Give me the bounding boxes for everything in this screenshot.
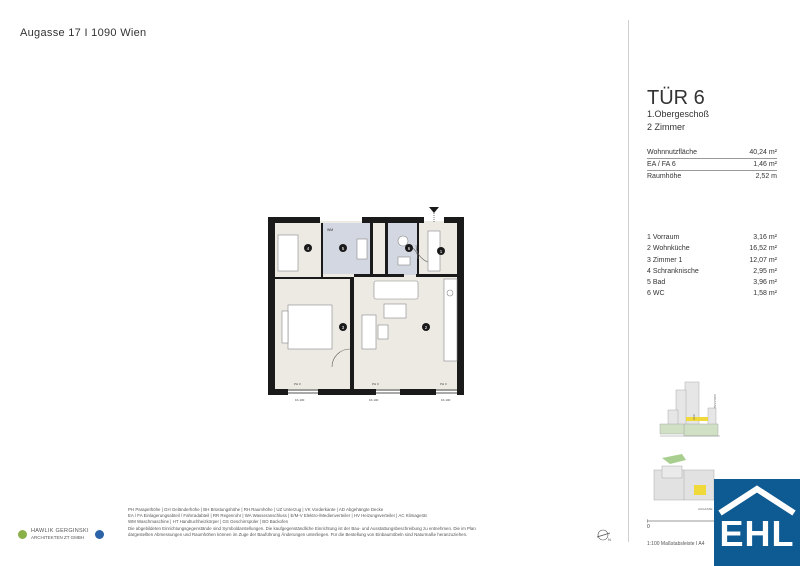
legend [128, 507, 578, 538]
architect-logo [18, 529, 104, 540]
stats-row-height [647, 171, 777, 182]
room-list [647, 232, 777, 300]
room-label: 2 Wohnküche [647, 245, 690, 253]
architect-mark-icon [18, 530, 27, 539]
room-area: 3,96 m² [753, 279, 777, 287]
svg-text:PH 0: PH 0 [294, 382, 301, 386]
bathtub [357, 239, 367, 259]
room-label: 4 Schranknische [647, 267, 699, 275]
architect-subtitle: ARCHITEKTEN ZT GMBH [31, 534, 85, 540]
svg-text:3: 3 [341, 325, 345, 330]
svg-text:2: 2 [424, 325, 428, 330]
toilet [398, 236, 408, 246]
room-label: 3 Zimmer 1 [647, 256, 683, 264]
room-label: 1 Vorraum [647, 234, 680, 241]
room-area: 1,58 m² [753, 290, 777, 298]
svg-text:PH 0: PH 0 [440, 382, 447, 386]
unit-rooms: 2 Zimmer [647, 122, 685, 132]
stats-value: 2,52 m [755, 173, 777, 180]
unit-floor: 1.Obergeschoß [647, 109, 710, 119]
section-view [660, 382, 720, 436]
sofa [374, 281, 418, 299]
stats-label: EA / FA 6 [647, 161, 676, 168]
room-area: 3,16 m² [753, 234, 777, 241]
svg-text:AUGASSE: AUGASSE [713, 394, 717, 409]
stats-row-area [647, 147, 777, 158]
legend-line: PH Parapethöhe | GH Geländerhöhe | BH Brüstungshöhe | RH Raumhöhe | UZ Unterzug | VK Vorderkante | AD Abgehängte Decke [128, 507, 384, 512]
room-area: 16,52 m² [749, 245, 777, 253]
room-row [647, 288, 777, 299]
svg-text:1: 1 [439, 249, 443, 254]
key-plan [640, 380, 720, 515]
room-area: 2,95 m² [753, 267, 777, 275]
site-plan [654, 454, 714, 500]
brand-name: EHL [719, 513, 795, 554]
address: Augasse 17 I 1090 Wien [20, 27, 147, 39]
svg-text:4: 4 [306, 246, 310, 251]
room-row [647, 266, 777, 277]
wc-floor [387, 223, 418, 275]
scale-label: 1:100 Maßstabsleiste I A4 [647, 541, 705, 547]
legend-line: EA / FA Einlagerungsabteil / Fahrradabteil | RR Regenrohr | WA Wasseranschluss | E/M-V Elektro-/Medienverteiler | HV Heizungsverteiler | AC Klimagerät [128, 513, 427, 519]
svg-text:5: 5 [341, 246, 345, 251]
legend-line: Die abgebildeten Einrichtungsgegenstände sind Symboldarstellungen. Die kaufgegenständliche Einrichtung ist der Bau- und Ausstattungsbeschreibung zu entnehmen. Die im Plan [128, 525, 476, 531]
unit-highlight-section [686, 417, 708, 421]
ehl-logo [714, 479, 800, 566]
floor-plan [266, 205, 466, 405]
wm-label: WM [327, 228, 334, 232]
legend-line: dargestellten Abmessungen und Raumhöhen können im Zuge der Bauführung Änderungen unterliegen. Für die Bestellung von Einbaumöbeln sind Naturmaße heranzuziehen. [128, 531, 468, 537]
room-row [647, 277, 777, 288]
svg-text:PH 0: PH 0 [372, 382, 379, 386]
scale-bar [647, 518, 717, 524]
room-row [647, 255, 777, 266]
architect-badge-icon [95, 530, 104, 539]
stats-value: 1,46 m² [753, 161, 777, 168]
wardrobe [278, 235, 298, 271]
room-area: 12,07 m² [749, 256, 777, 264]
room-row [647, 243, 777, 254]
svg-text:HOF: HOF [692, 413, 696, 420]
room-label: 5 Bad [647, 279, 666, 287]
bed [288, 305, 332, 349]
divider [628, 20, 629, 542]
svg-text:FA 100: FA 100 [441, 398, 451, 402]
svg-text:FA 100: FA 100 [369, 398, 379, 402]
unit-title: TÜR 6 [647, 87, 705, 109]
stats-table [647, 147, 777, 182]
legend-line: WM Waschmaschine | HT Handtuchheizkörper | GS Geschirrspüler | BO Backofen [128, 519, 289, 525]
stats-value: 40,24 m² [749, 149, 777, 156]
dining-table [362, 315, 376, 349]
stats-label: Wohnnutzfläche [647, 149, 698, 156]
svg-text:AUGASSE: AUGASSE [698, 507, 713, 511]
stats-label: Raumhöhe [647, 173, 682, 180]
unit-highlight-site [694, 485, 706, 495]
entrance-arrow-icon [429, 207, 439, 213]
room-label: 6 WC [647, 290, 665, 298]
svg-text:FA 100: FA 100 [295, 398, 305, 402]
coffee-table [384, 304, 406, 318]
north-arrow-icon [596, 528, 612, 542]
scale-zero: 0 [647, 524, 650, 530]
stats-row-storage [647, 158, 777, 171]
svg-text:N: N [608, 537, 611, 542]
svg-text:6: 6 [407, 246, 411, 251]
room-row [647, 232, 777, 243]
architect-name: HAWLIK GERGINSKI [31, 528, 89, 534]
